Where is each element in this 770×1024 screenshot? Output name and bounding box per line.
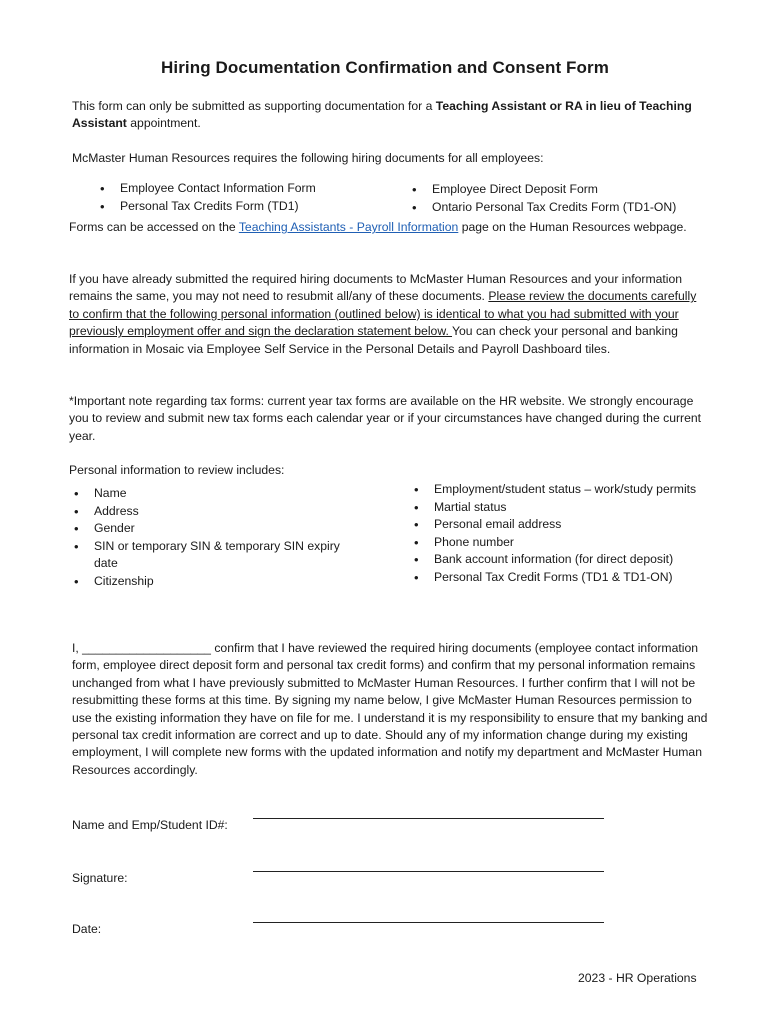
list-item: • Martial status [412, 499, 702, 517]
list-item: • Name [72, 485, 362, 503]
already-suffix: You can check your personal and banking information in Mosaic via Employee Self Service in the Personal Details and Payroll Dashboard tiles. [69, 324, 678, 356]
list-item: • Ontario Personal Tax Credits Form (TD1-ON) [410, 199, 710, 217]
required-docs-list-left [98, 180, 398, 215]
intro-prefix: This form can only be submitted as supporting documentation for a [72, 99, 436, 113]
already-submitted-paragraph [69, 271, 709, 358]
date-field[interactable] [253, 922, 604, 923]
list-item: • Employee Direct Deposit Form [410, 181, 710, 199]
signature-label: Signature: [72, 871, 128, 885]
personal-info-list-left [72, 485, 362, 591]
forms-access-suffix: page on the Human Resources webpage. [458, 220, 687, 234]
payroll-info-link[interactable]: Teaching Assistants - Payroll Information [238, 220, 459, 234]
intro-paragraph [72, 98, 712, 133]
already-underlined: Please review the documents carefully to confirm that the following personal information (outlined below) is identical to what you had submitted with your previously employment offer and sign the declaration statement below. [69, 289, 697, 339]
requires-paragraph: McMaster Human Resources requires the following hiring documents for all employees: [72, 151, 544, 165]
intro-suffix: appointment. [126, 116, 201, 131]
footer-text: 2023 - HR Operations [578, 971, 697, 985]
list-item: • SIN or temporary SIN & temporary SIN expiry date [72, 538, 362, 573]
already-prefix: If you have already submitted the required hiring documents to McMaster Human Resources and your information remains the same, you may not need to resubmit all/any of these documents. [69, 272, 683, 304]
list-item: • Gender [72, 520, 362, 538]
required-docs-list-right [410, 181, 710, 216]
important-note-paragraph: *Important note regarding tax forms: current year tax forms are available on the HR website. We strongly encourage you to review and submit new tax forms each calendar year or if your circumstances have changed during the current year. [69, 394, 702, 443]
list-item: • Phone number [412, 534, 702, 552]
list-item: • Address [72, 503, 362, 521]
page-title: Hiring Documentation Confirmation and Consent Form [161, 58, 609, 77]
name-id-label: Name and Emp/Student ID#: [72, 818, 228, 832]
personal-info-heading: Personal information to review includes: [69, 463, 285, 477]
list-item: • Personal Tax Credits Form (TD1) [98, 198, 398, 216]
forms-access-paragraph [69, 219, 709, 236]
forms-access-prefix: Forms can be accessed on the [69, 220, 239, 234]
list-item: • Employee Contact Information Form [98, 180, 398, 198]
list-item: • Bank account information (for direct deposit) [412, 551, 702, 569]
list-item: • Personal Tax Credit Forms (TD1 & TD1-ON) [412, 569, 702, 587]
signature-field[interactable] [253, 871, 604, 872]
date-label: Date: [72, 922, 102, 936]
confirmation-paragraph: I, ___________________ confirm that I have reviewed the required hiring documents (employee contact information form, employee direct deposit form and personal tax credit forms) and confirm that my personal information remains unchanged from what I have previously submitted to McMaster Human Resources. I further confirm that I will not be resubmitting these forms at this time. By signing my name below, I give McMaster Human Resources permission to use the existing information they have on file for me. I understand it is my responsibility to ensure that my banking and personal tax credit information are correct and up to date. Should any of my information change during my existing employment, I will complete new forms with the updated information and notify my department and McMaster Human Resources accordingly. [72, 641, 708, 777]
list-item: • Employment/student status – work/study permits [412, 481, 702, 499]
personal-info-list-right [412, 481, 702, 587]
list-item: • Personal email address [412, 516, 702, 534]
intro-bold: Teaching Assistant or RA in lieu of Teaching Assistant [72, 99, 692, 131]
name-id-field[interactable] [253, 818, 604, 819]
list-item: • Citizenship [72, 573, 362, 591]
